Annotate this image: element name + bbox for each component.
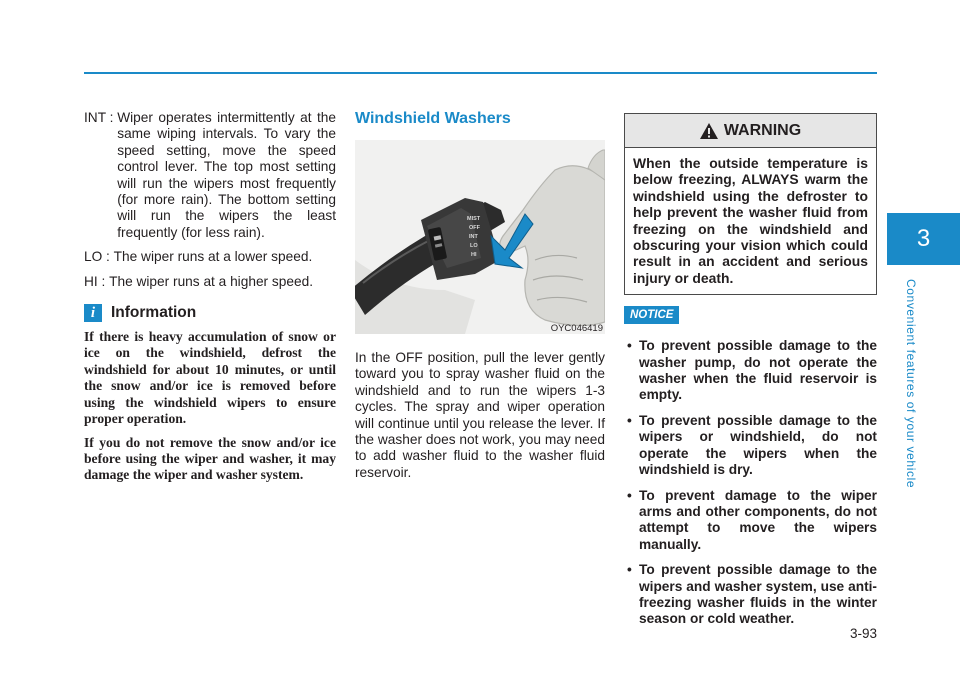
warning-box xyxy=(624,113,877,295)
mode-description: The wiper runs at a lower speed. xyxy=(113,249,313,265)
wiper-mode-lo xyxy=(84,249,336,265)
chapter-title-container xyxy=(893,268,929,500)
wiper-mode-hi xyxy=(84,274,336,290)
warning-header xyxy=(625,114,876,148)
header-rule xyxy=(84,72,877,74)
information-heading xyxy=(84,304,336,322)
mode-description: Wiper operates intermittently at the same wiping intervals. To vary the speed setting, move the speed control lever. The top most setting will run the wipers most frequently (for more rain). The bottom setting will run the wipers the least frequently (for less rain). xyxy=(117,110,336,240)
warning-triangle-icon xyxy=(700,123,718,139)
page-number: 3-93 xyxy=(849,626,877,641)
section-title: Windshield Washers xyxy=(355,110,511,127)
lever-label-hi: HI xyxy=(471,252,477,258)
middle-column xyxy=(355,110,605,481)
image-code: OYC046419 xyxy=(550,323,603,334)
lever-label-int: INT xyxy=(469,234,478,240)
chapter-title: Convenient features of your vehicle xyxy=(904,279,918,489)
right-column xyxy=(624,113,877,637)
lever-label-mist: MIST xyxy=(467,216,481,222)
notice-list xyxy=(624,338,877,628)
warning-title: WARNING xyxy=(723,121,802,139)
info-icon: i xyxy=(84,304,102,322)
notice-item: • To prevent damage to the wiper arms and other components, do not attempt to move the wipers manually. xyxy=(624,488,877,554)
warning-text: When the outside temperature is below freezing, ALWAYS warm the windshield using the defroster to help prevent the washer fluid from freezing on the windshield and obscuring your vision which could result in an accident and serious injury or death. xyxy=(633,155,868,286)
notice-badge: NOTICE xyxy=(624,306,679,324)
notice-item: • To prevent possible damage to the wipers and washer system, use anti-freezing washer fluids in the winter season or cold weather. xyxy=(624,562,877,628)
mode-term: HI : xyxy=(84,273,110,289)
left-column xyxy=(84,110,336,491)
wiper-lever-photo xyxy=(355,140,605,334)
washer-instructions: In the OFF position, pull the lever gently toward you to spray washer fluid on the windshield and to run the wipers 1-3 cycles. The spray and wiper operation will continue until you release the lever. If the washer does not work, you may need to add washer fluid to the washer fluid reservoir. xyxy=(355,350,605,480)
chapter-tab xyxy=(887,213,960,265)
chapter-number: 3 xyxy=(916,225,931,252)
mode-term: LO : xyxy=(84,249,114,265)
notice-item: • To prevent possible damage to the wipers or windshield, do not operate the wipers when the windshield is dry. xyxy=(624,413,877,479)
notice-item: • To prevent possible damage to the washer pump, do not operate the washer when the fluid reservoir is empty. xyxy=(624,338,877,404)
lever-label-off: OFF xyxy=(469,225,480,231)
mode-description: The wiper runs at a higher speed. xyxy=(109,273,314,289)
wiper-lever-illustration xyxy=(355,140,605,334)
information-paragraph: If you do not remove the snow and/or ice before using the wiper and washer, it may damage the wiper and washer system. xyxy=(84,434,336,483)
wiper-mode-int xyxy=(84,110,336,241)
information-paragraph: If there is heavy accumulation of snow or ice on the windshield, defrost the windshield for about 10 minutes, or until the snow and/or ice is removed before using the windshield wipers to ensure proper operation. xyxy=(84,329,336,427)
mode-term: INT : xyxy=(84,110,118,125)
lever-label-lo: LO xyxy=(470,243,478,249)
information-title: Information xyxy=(111,303,197,321)
